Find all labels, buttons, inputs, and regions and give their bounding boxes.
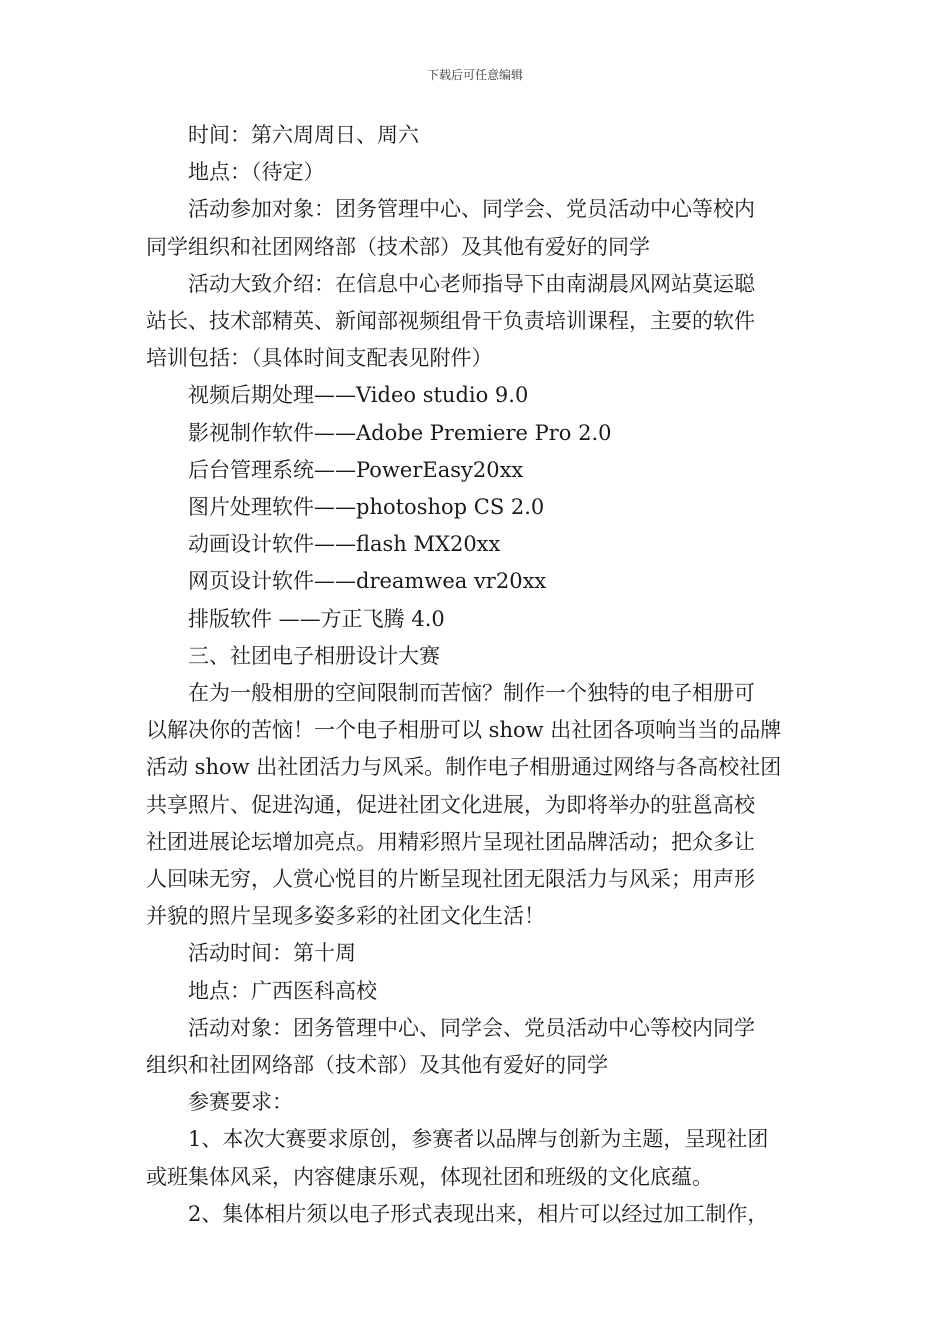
software-item: 排版软件 ——方正飞腾 4.0	[188, 606, 445, 631]
software-item: 动画设计软件——flash MX20xx	[188, 532, 501, 557]
intro-line-2: 站长、技术部精英、新闻部视频组骨干负责培训课程，主要的软件	[146, 309, 755, 334]
requirements-heading: 参赛要求：	[188, 1090, 293, 1115]
requirement-2-line-1: 2、集体相片须以电子形式表现出来，相片可以经过加工制作，	[188, 1201, 769, 1226]
intro-line-1: 活动大致介绍：在信息中心老师指导下由南湖晨风网站莫运聪	[188, 271, 755, 296]
album-paragraph-line: 社团进展论坛增加亮点。用精彩照片呈现社团品牌活动；把众多让	[146, 829, 755, 854]
section-heading: 三、社团电子相册设计大赛	[188, 643, 440, 668]
document-body	[146, 117, 810, 1233]
requirement-1-line-2: 或班集体风采，内容健康乐观，体现社团和班级的文化底蕴。	[146, 1164, 713, 1189]
page-header-note: 下载后可任意编辑	[426, 68, 523, 82]
software-item: 视频后期处理——Video studio 9.0	[188, 383, 529, 408]
participants-line-1: 活动参加对象：团务管理中心、同学会、党员活动中心等校内	[188, 197, 755, 222]
software-item: 网页设计软件——dreamwea vr20xx	[188, 569, 547, 594]
album-paragraph-line: 并貌的照片呈现多姿多彩的社团文化生活！	[146, 904, 545, 929]
requirement-1-line-1: 1、本次大赛要求原创，参赛者以品牌与创新为主题，呈现社团	[188, 1127, 769, 1152]
album-paragraph-line: 共享照片、促进沟通，促进社团文化进展，为即将举办的驻邕高校	[146, 792, 755, 817]
software-item: 影视制作软件——Adobe Premiere Pro 2.0	[188, 420, 612, 445]
time-line: 时间：第六周周日、周六	[188, 123, 419, 147]
activity-time-line: 活动时间：第十周	[188, 941, 356, 966]
album-paragraph-line: 活动 show 出社团活力与风采。制作电子相册通过网络与各高校社团	[146, 755, 782, 780]
album-paragraph-line: 在为一般相册的空间限制而苦恼？制作一个独特的电子相册可	[188, 681, 755, 706]
software-item: 后台管理系统——PowerEasy20xx	[188, 457, 524, 482]
activity-target-line-2: 组织和社团网络部（技术部）及其他有爱好的同学	[146, 1053, 608, 1078]
album-paragraph-line: 人回味无穷，人赏心悦目的片断呈现社团无限活力与风采；用声形	[146, 867, 755, 892]
participants-line-2: 同学组织和社团网络部（技术部）及其他有爱好的同学	[146, 234, 650, 259]
software-item: 图片处理软件——photoshop CS 2.0	[188, 495, 545, 520]
activity-location-line: 地点：广西医科高校	[188, 978, 377, 1003]
activity-target-line-1: 活动对象：团务管理中心、同学会、党员活动中心等校内同学	[188, 1015, 755, 1040]
album-paragraph-line: 以解决你的苦恼！一个电子相册可以 show 出社团各项响当当的品牌	[146, 718, 782, 743]
intro-line-3: 培训包括：（具体时间支配表见附件）	[146, 346, 493, 371]
location-line: 地点：（待定）	[188, 160, 325, 185]
